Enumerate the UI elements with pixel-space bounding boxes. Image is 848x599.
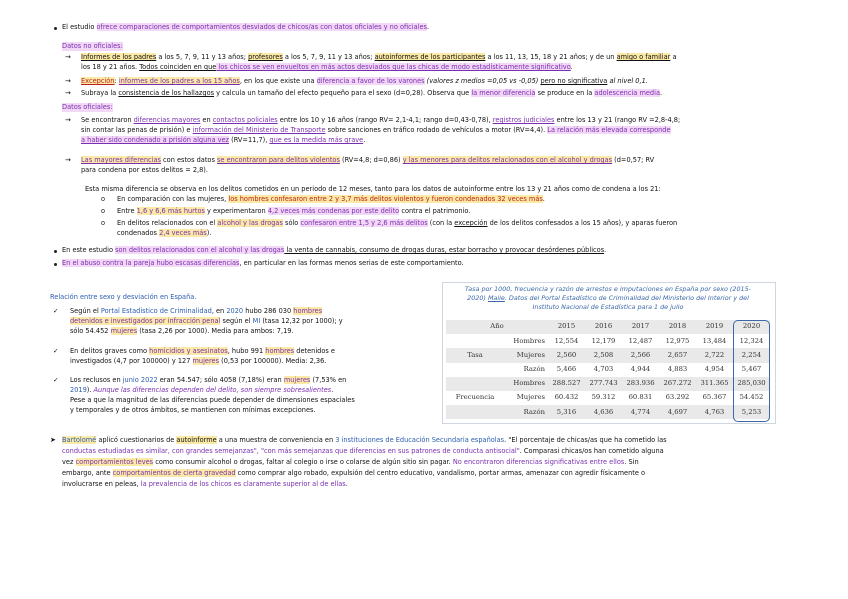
table-sex-cell: Mujeres <box>516 393 545 402</box>
table-group-cell: Tasa <box>446 348 504 362</box>
table-cell: 2,722 <box>696 348 733 362</box>
table-group-cell: Frecuencia <box>455 393 495 402</box>
bottom-line-2: conductas estudiadas es similar, con grandes semejanzas", "con más semejanzas que diferencias en sus patrones de conducta antisocial". Comparasi chicas/os han cometido alguna <box>62 447 664 455</box>
table-cell: 12,324 <box>739 336 764 345</box>
table-group-cell <box>446 377 504 391</box>
table-header-cell: 2018 <box>659 320 696 334</box>
table-sex-cell: Mujeres <box>504 348 548 362</box>
table-sex-cell: Razón <box>504 405 548 419</box>
paragraph-drogas-definicion: En este estudio son delitos relacionados con el alcohol y las drogas la venta de cannabis, consumo de drogas duras, estar borracho y provocar desórdenes públicos. <box>62 246 607 254</box>
sub-finding-hurtos: Entre 1,6 y 6,6 más hurtos y experimentaron 4,2 veces más condenas por este delito contra el patrimonio. <box>117 207 471 215</box>
table-header-cell: 2015 <box>548 320 585 334</box>
table-cell: 311.365 <box>696 377 733 391</box>
finding-policiales: Se encontraron diferencias mayores en contactos policiales entre los 10 y 16 años (rango RV= 2,1-4,1; rango d=0,43-0,78), registros judiciales entre los 13 y 21 (rango RV =2,8-4,8; <box>81 116 681 124</box>
finding-consistencia: Subraya la consistencia de los hallazgos y calcula un tamaño del efecto pequeño para el sexo (d=0,28). Observa que la menor diferencia se produce en la adolescencia media. <box>81 89 663 97</box>
arrow-icon: → <box>65 89 71 97</box>
finding-violentos: Las mayores diferencias con estos datos se encontraron para delitos violentos (RV=4,8; d=0,86) y las menores para delitos relacionados con el alcohol y drogas (d=0,57; RV <box>81 156 655 164</box>
table-cell: 4,703 <box>593 365 614 374</box>
paragraph-12-meses: Esta misma diferencia se observa en los delitos cometidos en un periodo de 12 meses, tanto para los datos de autoinforme entre los 13 y 21 años como de condena a los 21: <box>85 185 661 193</box>
table-cell: 59.312 <box>591 393 616 402</box>
table-cell: 60.432 <box>554 393 579 402</box>
oficiales-heading: Datos oficiales: <box>62 103 113 111</box>
bottom-line-3: vez comportamientos leves como consumir alcohol o drogas, faltar al colegio o irse o colarse de algún sitio sin pagar. No encontraron diferencias significativas entre ellos. Sin <box>62 458 639 466</box>
espana-finding-3-line4: y temporales y de otros ámbitos, se mantienen con mínimas excepciones. <box>70 406 316 414</box>
column-2020-highlight <box>733 320 770 422</box>
table-sex-cell: Razón <box>523 365 545 374</box>
finding-padres-line2: los 18 y 21 años. Todos coinciden en que los chicos se ven envueltos en más actos desviados que las chicas de modo estadísticamente significativo. <box>81 63 573 71</box>
table-cell: 13,484 <box>702 336 727 345</box>
table-row <box>446 405 770 419</box>
table-cell: 12,975 <box>665 336 690 345</box>
arrow-icon: → <box>65 116 71 124</box>
table-cell: 267.272 <box>659 377 696 391</box>
table-group-cell <box>446 405 504 419</box>
table-header-cell: 2019 <box>696 320 733 334</box>
intro-paragraph: El estudio ofrece comparaciones de comportamientos desviados de chicos/as con datos oficiales y no oficiales. <box>62 23 430 31</box>
check-icon: ✓ <box>53 376 59 384</box>
stats-table <box>446 320 770 419</box>
table-cell: 5,316 <box>548 405 585 419</box>
table-sex-cell: Hombres <box>504 377 548 391</box>
table-cell: 2,657 <box>659 348 696 362</box>
table-cell: 4,763 <box>696 405 733 419</box>
bottom-line-1: Bartolomé aplicó cuestionarios de autoinforme a una muestra de conveniencia en 3 instituciones de Educación Secundaria españolas. "El porcentaje de chicas/as que ha cometido las <box>62 436 667 444</box>
table-cell: 4,697 <box>659 405 696 419</box>
table-header-cell: 2020 <box>733 320 770 334</box>
table-cell: 4,774 <box>622 405 659 419</box>
table-cell: 277.743 <box>585 377 622 391</box>
table-cell: 2,508 <box>585 348 622 362</box>
no-oficiales-heading: Datos no oficiales: <box>62 42 123 50</box>
arrow-icon: → <box>65 77 71 85</box>
sub-finding-violentos: En comparación con las mujeres, los hombres confesaron entre 2 y 3,7 más delitos violentos y fueron condenados 32 veces más. <box>117 195 545 203</box>
arrow-icon: → <box>65 53 71 61</box>
check-icon: ✓ <box>53 347 59 355</box>
table-cell: 4,954 <box>704 365 725 374</box>
espana-finding-3: Los reclusos en junio 2022 eran 54.547; sólo 4058 (7,18%) eran mujeres (7,53% en <box>70 376 347 384</box>
section-heading-espana: Relación entre sexo y desviación en España. <box>50 293 197 301</box>
table-cell: 54.452 <box>739 393 764 402</box>
espana-finding-2: En delitos graves como homicidios y asesinatos, hubo 991 hombres detenidos e <box>70 347 335 355</box>
table-cell: 4,944 <box>630 365 651 374</box>
espana-finding-3-line3: Pese a que la magnitud de las diferencias puede depender de dimensiones espaciales <box>70 396 355 404</box>
table-cell: 12,179 <box>591 336 616 345</box>
circle-bullet-icon: o <box>101 207 106 215</box>
table-header-row <box>446 320 770 334</box>
table-cell: 60.831 <box>628 393 653 402</box>
table-group-cell <box>446 334 504 348</box>
finding-excepcion: Excepción: informes de los padres a los 15 años, en los que existe una diferencia a favor de los varones (valores z medios =0,05 vs -0,05) pero no significativa al nivel 0,1. <box>81 77 648 85</box>
espana-finding-3-line2: 2019). Aunque las diferencias dependen del delito, son siempre sobresalientes. <box>70 386 334 394</box>
paragraph-abuso-pareja: En el abuso contra la pareja hubo escasas diferencias, en particular en las formas menos serias de este comportamiento. <box>62 259 464 267</box>
table-cell: 4,883 <box>667 365 688 374</box>
bullet <box>54 27 57 30</box>
espana-finding-1: Según el Portal Estadístico de Criminalidad, en 2020 hubo 286 030 hombres <box>70 307 323 315</box>
table-cell: 285,030 <box>733 377 770 391</box>
finding-policiales-line2: sin contar las penas de prisión) e información del Ministerio de Transporte sobre sanciones en tráfico rodado de vehículos a motor (RV=4,4). La relación más elevada corresponde <box>81 126 671 134</box>
table-cell: 12,487 <box>628 336 653 345</box>
bullet <box>54 250 57 253</box>
table-cell: 2,254 <box>733 348 770 362</box>
table-row <box>446 334 770 348</box>
table-cell: 2,566 <box>622 348 659 362</box>
espana-finding-2-line2: investigados (4,7 por 100000) y 127 mujeres (0,53 por 100000). Media: 2,36. <box>70 357 327 365</box>
sub-finding-drogas: En delitos relacionados con el alcohol y las drogas sólo confesaron entre 1,5 y 2,6 más delitos (con la excepción de los delitos confesados a los 15 años), y aparas fueron <box>117 219 678 227</box>
arrowhead-bullet-icon: ➤ <box>50 436 56 444</box>
table-cell: 5,253 <box>733 405 770 419</box>
espana-finding-1-line3: sólo 54.452 mujeres (tasa 2,26 por 1000). Media para ambos: 7,19. <box>70 327 294 335</box>
table-cell: 5,467 <box>741 365 762 374</box>
table-cell: 63.292 <box>665 393 690 402</box>
bullet <box>54 263 57 266</box>
check-icon: ✓ <box>53 307 59 315</box>
table-cell: 4,636 <box>585 405 622 419</box>
table-row <box>446 391 770 405</box>
table-row <box>446 348 770 362</box>
table-cell: 5,466 <box>556 365 577 374</box>
espana-finding-1-line2: detenidos e investigados por infracción penal según el MI (tasa 12,32 por 1000); y <box>70 317 343 325</box>
arrow-icon: → <box>65 156 71 164</box>
table-cell: 65.367 <box>702 393 727 402</box>
table-group-cell <box>446 363 504 377</box>
table-header-cell: 2017 <box>622 320 659 334</box>
table-row <box>446 363 770 377</box>
bottom-line-5: involucrarse en peleas, la prevalencia de los chicos es claramente superior al de ellas. <box>62 480 348 488</box>
table-sex-cell: Hombres <box>513 336 545 345</box>
table-header-cell: 2016 <box>585 320 622 334</box>
stats-table-caption: Tasa por 1000, frecuencia y razón de arrestos e imputaciones en España por sexo (2015- 2020) Maile. Datos del Portal Estadístico de Criminalidad del Ministerio del Interior y del Instituto Nacional de Estadística para 1 de julio <box>465 285 751 311</box>
circle-bullet-icon: o <box>101 219 106 227</box>
sub-finding-drogas-line2: condenados 2,4 veces más). <box>117 229 212 237</box>
table-cell: 2,560 <box>548 348 585 362</box>
table-cell: 12,554 <box>554 336 579 345</box>
finding-policiales-line3: a haber sido condenado a prisión alguna vez (RV=11,7), que es la medida más grave. <box>81 136 366 144</box>
table-row <box>446 377 770 391</box>
circle-bullet-icon: o <box>101 195 106 203</box>
finding-padres: Informes de los padres a los 5, 7, 9, 11 y 13 años; profesores a los 5, 7, 9, 11 y 13 años; autoinformes de los participantes a los 11, 13, 15, 18 y 21 años; y de un amigo o familiar a <box>81 53 677 61</box>
bottom-line-4: embargo, ante comportamientos de cierta gravedad como comprar algo robado, expulsión del centro educativo, vandalismo, portar armas, amenazar con agredir físicamente o <box>62 469 646 477</box>
table-cell: 283.936 <box>622 377 659 391</box>
table-header-cell: Año <box>446 320 548 334</box>
finding-violentos-line2: para condena por estos delitos = 2,8). <box>81 166 208 174</box>
table-cell: 288.527 <box>548 377 585 391</box>
